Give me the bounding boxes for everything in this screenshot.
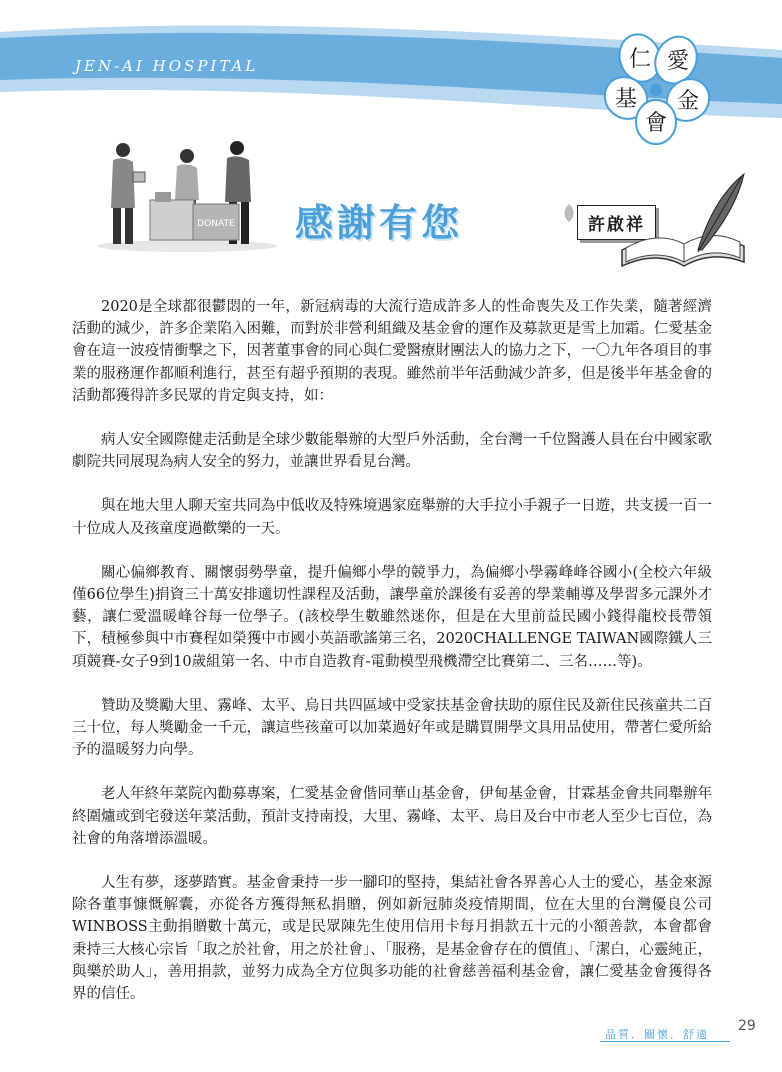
paragraph-3: 與在地大里人聊天室共同為中低收及特殊境遇家庭舉辦的大手拉小手親子一日遊，共支援一百一十位成人及孩童度過歡樂的一天。: [72, 498, 712, 537]
article-title: 感謝有您: [295, 201, 464, 245]
paragraph-7: 人生有夢，逐夢踏實。基金會秉持一步一腳印的堅持，集結社會各界善心人士的愛心，基金來源除各董事慷慨解囊，亦從各方獲得無私捐贈，例如新冠肺炎疫情期間，位在大里的台灣優良公司WINBOSS主動捐贈數十萬元，或是民眾陳先生使用信用卡每月捐款五十元的小額善款，本會都會秉持三大核心宗旨「取之於社會，用之於社會」、「服務，是基金會存在的價值」、「潔白，心靈純正，與樂於助人」，善用捐款，並努力成為全方位與多功能的社會慈善福利基金會，讓仁愛基金會獲得各界的信任。: [72, 875, 712, 1003]
logo-char-4: 金: [676, 89, 700, 114]
paragraph-1: 2020是全球都很鬱悶的一年，新冠病毒的大流行造成許多人的性命喪失及工作失業，隨著經濟活動的減少，許多企業陷入困難，而對於非營利組織及基金會的運作及募款更是雪上加霜。仁愛基金會在這一波疫情衝擊之下，因著董事會的同心與仁愛醫療財團法人的協力之下，一〇九年各項目的事業的服務運作都順利進行，甚至有超乎預期的表現。雖然前半年活動減少許多，但是後半年基金會的活動都獲得許多民眾的肯定與支持，如：: [72, 299, 712, 404]
logo-char-5: 會: [644, 111, 668, 136]
paragraph-5: 贊助及獎勵大里、霧峰、太平、烏日共四區域中受家扶基金會扶助的原住民及新住民孩童共二百三十位，每人獎勵金一千元，讓這些孩童可以加菜過好年或是購買開學文具用品使用，帶著仁愛所給予的溫暖努力向學。: [72, 697, 712, 759]
footer-tagline: 品質．關懷．舒適: [605, 1028, 709, 1041]
book-quill-icon: [612, 170, 752, 280]
leaf-icon: [562, 203, 576, 223]
foundation-flower-logo: [598, 20, 713, 148]
logo-char-2: 愛: [666, 49, 690, 74]
logo-char-1: 仁: [628, 47, 652, 72]
paragraph-6: 老人年終年菜院內勸募專案，仁愛基金會偕同華山基金會，伊甸基金會，甘霖基金會共同舉辦年終圍爐或到宅發送年菜活動，預計支持南投，大里、霧峰、太平、烏日及台中市老人至少七百位，為社會的角落增添溫暖。: [72, 786, 712, 847]
author-name: 許啟祥: [577, 205, 656, 240]
donation-volunteers-illustration: [95, 138, 280, 253]
paragraph-2: 病人安全國際健走活動是全球少數能舉辦的大型戶外活動，全台灣一千位醫護人員在台中國家歌劇院共同展現為病人安全的努力，並讓世界看見台灣。: [72, 432, 712, 471]
article-body: [72, 296, 712, 1027]
hospital-name: JEN-AI HOSPITAL: [75, 57, 259, 75]
logo-char-3: 基: [614, 87, 638, 112]
paragraph-4: 關心偏鄉教育、關懷弱勢學童，提升偏鄉小學的競爭力，為偏鄉小學霧峰峰谷國小(全校六年級僅66位學生)捐資三十萬安排適切性課程及活動，讓學童於課後有妥善的學業輔導及學習多元課外才藝，讓仁愛溫暖峰谷每一位學子。(該校學生數雖然迷你，但是在大里前益民國小錢得龍校長帶領下，積極參與中市賽程如榮獲中市國小英語歌謠第三名，2020CHALLENGE TAIWAN國際鐵人三項競賽-女子9到10歲組第一名、中市自造教育-電動模型飛機滯空比賽第二、三名……等)。: [72, 564, 712, 670]
donate-box-label: DONATE: [197, 219, 235, 229]
footer-divider: [600, 1041, 730, 1042]
page-number: 29: [738, 1018, 756, 1034]
